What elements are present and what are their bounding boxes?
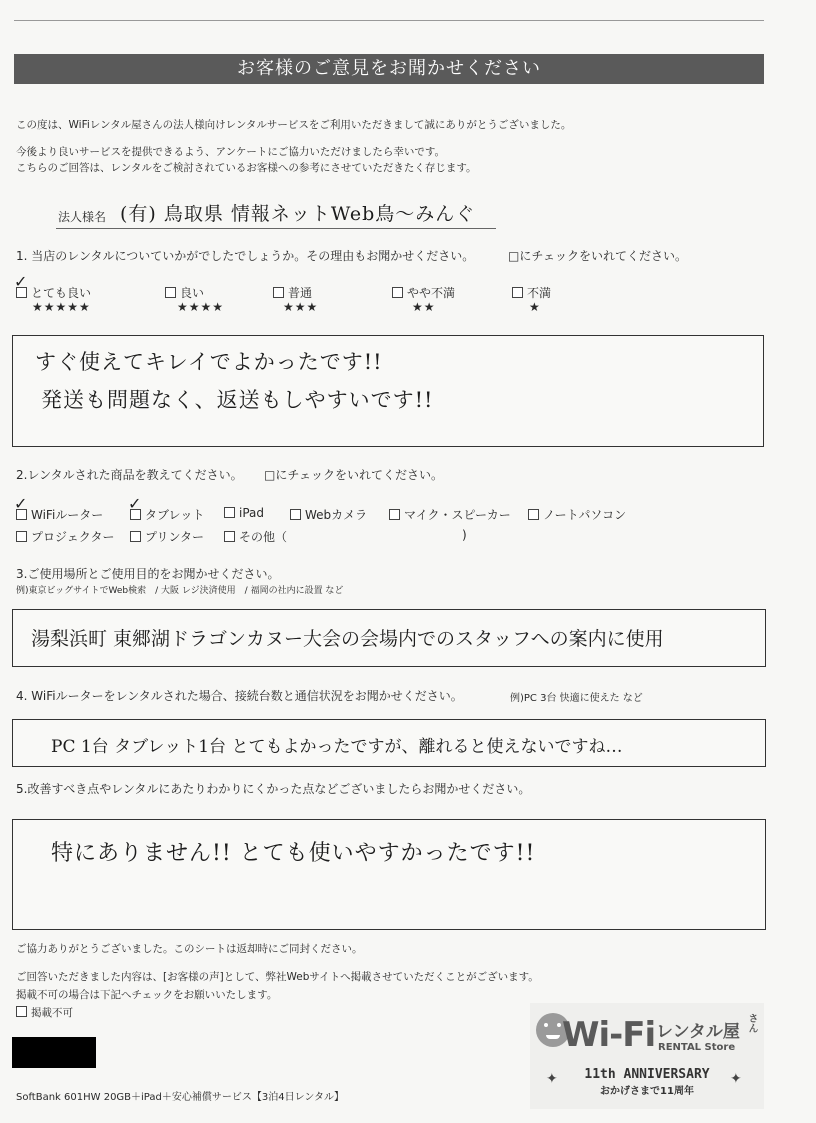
q5-answer: 特にありません!! とても使いやすかったです!! xyxy=(51,841,536,866)
footer-publish-note-1: ご回答いただきました内容は、[お客様の声]として、弊社Webサイトへ掲載させていただくことがございます。 xyxy=(16,971,539,983)
checkmark-icon: ✓ xyxy=(14,494,28,513)
q1-answer-line-2: 発送も問題なく、返送もしやすいです!! xyxy=(41,388,434,412)
q2-option-ipad[interactable] xyxy=(224,506,264,520)
intro-line-1: この度は、WiFiレンタル屋さんの法人様向けレンタルサービスをご利用いただきまして誠にありがとうございました。 xyxy=(16,119,572,131)
company-underline xyxy=(56,228,496,229)
q2-other-close: ) xyxy=(462,528,467,542)
q3-question: 3.ご使用場所とご使用目的をお聞かせください。 xyxy=(16,567,280,581)
checkmark-icon: ✓ xyxy=(128,494,142,513)
q1-option-average[interactable] xyxy=(273,284,312,301)
intro-line-2: 今後より良いサービスを提供できるよう、アンケートにご協力いただけましたら幸いです。 xyxy=(16,146,446,158)
q2-question: 2.レンタルされた商品を教えてください。 xyxy=(16,468,243,482)
logo-japanese: レンタル屋 xyxy=(656,1022,740,1042)
q2-option-projector[interactable] xyxy=(16,528,115,545)
anniversary-title: 11th ANNIVERSARY xyxy=(584,1067,710,1082)
q3-answer-box[interactable] xyxy=(12,609,766,667)
q2-option-other[interactable] xyxy=(224,528,287,545)
checkbox[interactable] xyxy=(389,509,400,520)
checkmark-icon: ✓ xyxy=(14,272,28,291)
q1-answer-box[interactable] xyxy=(12,335,764,447)
q1-question: 1. 当店のレンタルについていかがでしたでしょうか。その理由もお聞かせください。 xyxy=(16,249,475,263)
q1-answer-line-1: すぐ使えてキレイでよかったです!! xyxy=(35,350,383,374)
q3-answer: 湯梨浜町 東郷湖ドラゴンカヌー大会の会場内でのスタッフへの案内に使用 xyxy=(31,628,664,650)
sparkle-icon: ✦ xyxy=(730,1071,742,1087)
checkbox[interactable] xyxy=(273,287,284,298)
q1-stars-5: ★★★★★ xyxy=(32,300,91,314)
option-label: プリンター xyxy=(145,530,205,544)
company-name-value: (有) 鳥取県 情報ネットWeb鳥～みんぐ xyxy=(120,203,476,225)
option-label: やや不満 xyxy=(407,286,456,300)
footer-publish-note-2: 掲載不可の場合は下記へチェックをお願いいたします。 xyxy=(16,989,278,1001)
option-label: ノートパソコン xyxy=(543,508,627,522)
q5-question: 5.改善すべき点やレンタルにあたりわかりにくかった点などございましたらお聞かせください。 xyxy=(16,782,531,796)
product-info: SoftBank 601HW 20GB＋iPad＋安心補償サービス【3泊4日レンタル】 xyxy=(16,1092,344,1103)
option-label: タブレット xyxy=(145,508,205,522)
company-label: 法人様名 xyxy=(58,210,107,224)
q2-option-printer[interactable] xyxy=(130,528,204,545)
q2-option-wifi-router[interactable] xyxy=(16,506,103,523)
anniversary-badge xyxy=(538,1067,756,1103)
q1-option-good[interactable] xyxy=(165,284,204,301)
option-label: Webカメラ xyxy=(305,508,368,522)
q4-example: 例)PC 3台 快適に使えた など xyxy=(510,693,643,704)
option-label: 掲載不可 xyxy=(31,1007,73,1019)
q1-stars-4: ★★★★ xyxy=(177,300,225,314)
q4-question: 4. WiFiルーターをレンタルされた場合、接続台数と通信状況をお聞かせください。 xyxy=(16,689,463,703)
q3-example: 例)東京ビッグサイトでWeb検索 / 大阪 レジ決済使用 / 福岡の社内に設置 など xyxy=(16,586,344,596)
q1-stars-2: ★★ xyxy=(412,300,436,314)
redacted-block xyxy=(12,1037,96,1068)
logo-brand: Wi-Fi xyxy=(562,1015,656,1055)
company-logo xyxy=(530,1003,764,1109)
option-label: その他（ xyxy=(239,530,288,544)
q4-answer: PC 1台 タブレット1台 とてもよかったですが、離れると使えないですね… xyxy=(51,737,623,757)
option-label: 不満 xyxy=(527,286,552,300)
checkbox[interactable] xyxy=(165,287,176,298)
q1-stars-3: ★★★ xyxy=(283,300,319,314)
logo-san: さん xyxy=(746,1013,757,1033)
checkbox[interactable] xyxy=(290,509,301,520)
intro-line-3: こちらのご回答は、レンタルをご検討されているお客様への参考にさせていただきたく存じます。 xyxy=(16,162,477,174)
checkbox[interactable] xyxy=(528,509,539,520)
checkbox[interactable] xyxy=(224,531,235,542)
option-label: iPad xyxy=(239,506,265,520)
top-divider xyxy=(14,20,764,21)
q2-note: □にチェックをいれてください。 xyxy=(264,468,443,482)
checkbox[interactable] xyxy=(392,287,403,298)
checkbox[interactable] xyxy=(224,507,235,518)
logo-english: RENTAL Store xyxy=(658,1042,736,1053)
option-label: WiFiルーター xyxy=(31,508,104,522)
footer-thanks: ご協力ありがとうございました。このシートは返却時にご同封ください。 xyxy=(16,943,363,955)
option-label: 普通 xyxy=(288,286,313,300)
anniversary-subtitle: おかげさまで11周年 xyxy=(600,1086,694,1097)
q5-answer-box[interactable] xyxy=(12,819,766,930)
q1-option-dissatisfied[interactable] xyxy=(512,284,551,301)
q1-stars-1: ★ xyxy=(529,300,541,314)
checkbox[interactable] xyxy=(16,531,27,542)
option-label: マイク・スピーカー xyxy=(404,508,511,522)
option-label: とても良い xyxy=(31,286,92,300)
q1-option-slightly-dissatisfied[interactable] xyxy=(392,284,455,301)
no-publish-option[interactable] xyxy=(16,1006,73,1020)
q2-option-mic-speaker[interactable] xyxy=(389,506,511,523)
checkbox[interactable] xyxy=(130,531,141,542)
q1-note: □にチェックをいれてください。 xyxy=(508,249,687,263)
checkbox[interactable] xyxy=(512,287,523,298)
checkbox[interactable] xyxy=(16,1006,27,1017)
option-label: 良い xyxy=(180,286,205,300)
form-title: お客様のご意見をお聞かせください xyxy=(14,54,764,84)
sparkle-icon: ✦ xyxy=(546,1071,558,1087)
q2-option-laptop[interactable] xyxy=(528,506,626,523)
q2-option-webcam[interactable] xyxy=(290,506,367,523)
option-label: プロジェクター xyxy=(31,530,115,544)
q4-answer-box[interactable] xyxy=(12,719,766,767)
